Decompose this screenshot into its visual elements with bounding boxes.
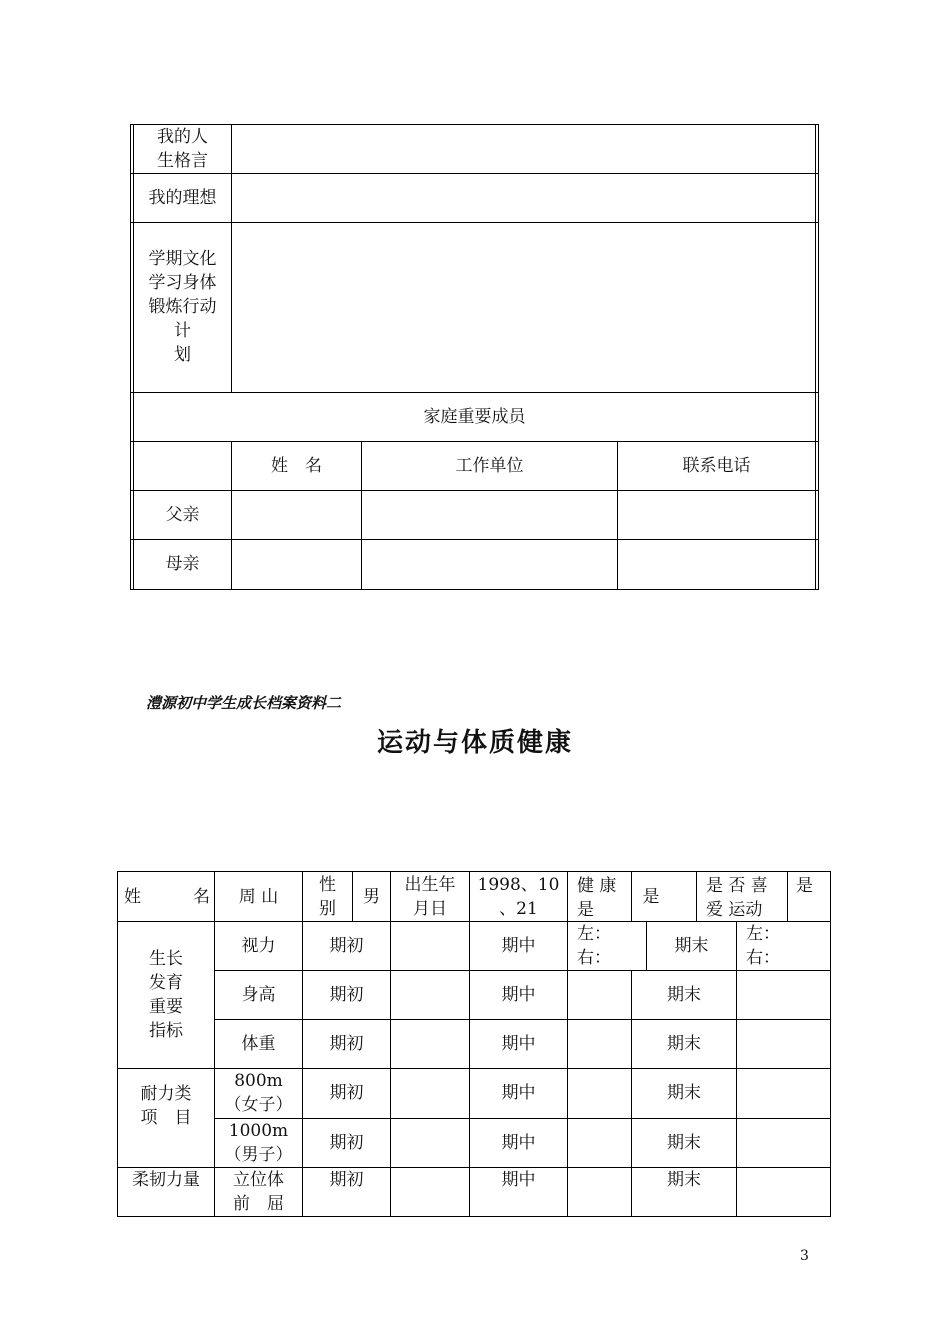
- run-1000m-term-mid-label: 期中: [501, 1132, 536, 1153]
- likes-sports-value: 是: [796, 876, 813, 896]
- family-members-header: 家庭重要成员: [423, 406, 526, 427]
- sit-and-reach-label: 立位体 前 屈: [233, 1169, 284, 1214]
- father-work-field[interactable]: [362, 490, 617, 539]
- page-title: 运动与体质健康: [376, 728, 573, 758]
- run-1000m-term-mid-value[interactable]: [568, 1118, 631, 1167]
- motto-field[interactable]: [232, 124, 815, 173]
- health-value: 是: [642, 886, 660, 907]
- mother-work-field[interactable]: [362, 539, 617, 589]
- gender-label: 性 别: [319, 874, 336, 919]
- run-1000m-label: 1000m （男子）: [224, 1120, 293, 1165]
- run-800m-term-mid-label: 期中: [501, 1083, 536, 1103]
- gender-value: 男: [363, 886, 380, 907]
- weight-term-end-value[interactable]: [737, 1019, 830, 1068]
- weight-term-mid-value[interactable]: [568, 1019, 631, 1068]
- height-term-mid-value[interactable]: [568, 970, 631, 1019]
- name-label: 姓 名: [124, 886, 210, 907]
- study-plan-label: 学期文化 学习身体 锻炼行动 计 划: [148, 249, 217, 365]
- health-label: 健 康 是: [577, 876, 617, 920]
- growth-indicators-label: 生长 发育 重要 指标: [149, 949, 183, 1041]
- birth-date-label: 出生年 月日: [404, 874, 456, 919]
- run-800m-term-start-value[interactable]: [391, 1068, 469, 1118]
- flex-term-end-value[interactable]: [737, 1167, 830, 1216]
- run-1000m-term-end-value[interactable]: [737, 1118, 830, 1167]
- height-term-mid-label: 期中: [501, 984, 536, 1005]
- flex-term-mid-label: 期中: [501, 1170, 536, 1190]
- vision-term-start-label: 期初: [329, 935, 364, 956]
- run-800m-term-end-value[interactable]: [737, 1068, 830, 1118]
- father-label: 父亲: [165, 504, 200, 525]
- height-term-start-label: 期初: [329, 984, 364, 1005]
- motto-label: 我的人 生格言: [157, 126, 208, 171]
- run-800m-term-start-label: 期初: [329, 1083, 364, 1103]
- vision-term-mid-value[interactable]: 左： 右：: [577, 924, 611, 968]
- name-value: 周 山: [238, 886, 279, 907]
- study-plan-field[interactable]: [232, 222, 815, 392]
- weight-label: 体重: [241, 1033, 276, 1054]
- endurance-label: 耐力类 项 目: [140, 1084, 192, 1128]
- flex-term-start-value[interactable]: [391, 1167, 469, 1216]
- weight-term-end-label: 期末: [667, 1033, 701, 1054]
- run-1000m-term-start-value[interactable]: [391, 1118, 469, 1167]
- page-number: 3: [800, 1248, 809, 1264]
- weight-term-start-label: 期初: [329, 1033, 364, 1054]
- vision-term-end-value[interactable]: 左： 右：: [746, 924, 780, 968]
- height-term-end-label: 期末: [667, 984, 701, 1005]
- vision-term-end-label: 期末: [674, 935, 709, 956]
- mother-phone-field[interactable]: [618, 539, 815, 589]
- ideal-field[interactable]: [232, 173, 815, 222]
- birth-date-value: 1998、10 、21: [477, 874, 560, 919]
- flexibility-strength-label: 柔韧力量: [132, 1170, 200, 1190]
- likes-sports-label: 是 否 喜 爱 运动: [706, 876, 768, 920]
- weight-term-mid-label: 期中: [501, 1033, 536, 1054]
- column-workplace: 工作单位: [455, 455, 524, 476]
- vision-term-start-value[interactable]: [391, 921, 469, 970]
- mother-label: 母亲: [165, 554, 200, 574]
- height-term-end-value[interactable]: [737, 970, 830, 1019]
- flex-term-mid-value[interactable]: [568, 1167, 631, 1216]
- ideal-label: 我的理想: [148, 187, 217, 208]
- flex-term-end-label: 期末: [667, 1170, 701, 1190]
- father-phone-field[interactable]: [618, 490, 815, 539]
- vision-label: 视力: [241, 935, 276, 956]
- run-800m-term-end-label: 期末: [667, 1083, 701, 1103]
- run-800m-term-mid-value[interactable]: [568, 1068, 631, 1118]
- father-name-field[interactable]: [232, 490, 361, 539]
- weight-term-start-value[interactable]: [391, 1019, 469, 1068]
- run-1000m-term-end-label: 期末: [667, 1132, 701, 1153]
- vision-term-mid-label: 期中: [501, 935, 536, 956]
- height-label: 身高: [241, 984, 276, 1005]
- family-corner-cell: [134, 441, 231, 490]
- run-1000m-term-start-label: 期初: [329, 1132, 364, 1153]
- flex-term-start-label: 期初: [329, 1170, 364, 1190]
- height-term-start-value[interactable]: [391, 970, 469, 1019]
- column-phone: 联系电话: [682, 455, 751, 476]
- column-name: 姓 名: [271, 455, 322, 476]
- document-subtitle: 澧源初中学生成长档案资料二: [146, 694, 342, 712]
- run-800m-label: 800m （女子）: [224, 1071, 293, 1115]
- mother-name-field[interactable]: [232, 539, 361, 589]
